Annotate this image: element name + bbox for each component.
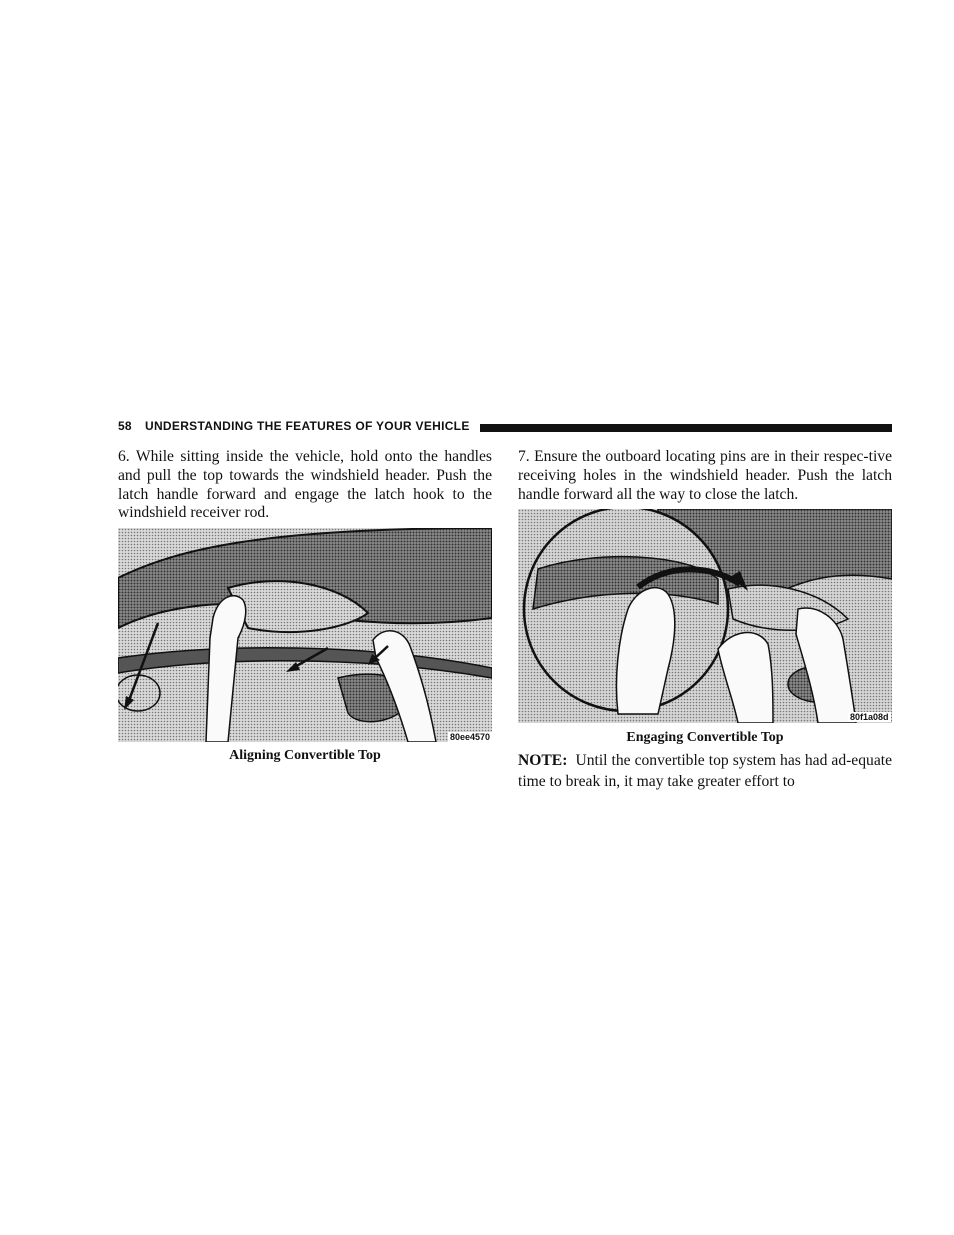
figure-caption: Aligning Convertible Top xyxy=(229,748,381,763)
figure-caption: Engaging Convertible Top xyxy=(626,730,784,745)
step-6-text: 6. While sitting inside the vehicle, hold onto the handles and pull the top towards the windshield header. Push the latch handle forward and engage the latch hook to the windshield receiver rod. xyxy=(118,448,492,522)
left-column xyxy=(118,448,492,523)
note-text: Until the convertible top system has had ad-equate time to break in, it may take greater effort to xyxy=(518,752,892,790)
step-7-text: 7. Ensure the outboard locating pins are in their respec-tive receiving holes in the windshield header. Push the latch handle forward all the way to close the latch. xyxy=(518,448,892,503)
aligning-convertible-top-illustration xyxy=(118,528,492,742)
note-paragraph xyxy=(518,750,892,792)
figure-code: 80ee4570 xyxy=(450,732,491,742)
figure-code: 80f1a08d xyxy=(850,712,889,722)
engaging-convertible-top-illustration xyxy=(518,509,892,723)
page-number: 58 xyxy=(118,419,132,433)
note-label: NOTE: xyxy=(518,752,568,769)
engaging-top-drawing xyxy=(518,509,892,723)
section-title: UNDERSTANDING THE FEATURES OF YOUR VEHICLE xyxy=(145,419,470,433)
header-rule xyxy=(480,424,892,432)
aligning-top-drawing xyxy=(118,528,492,742)
right-column xyxy=(518,448,892,504)
page-header xyxy=(118,419,892,437)
